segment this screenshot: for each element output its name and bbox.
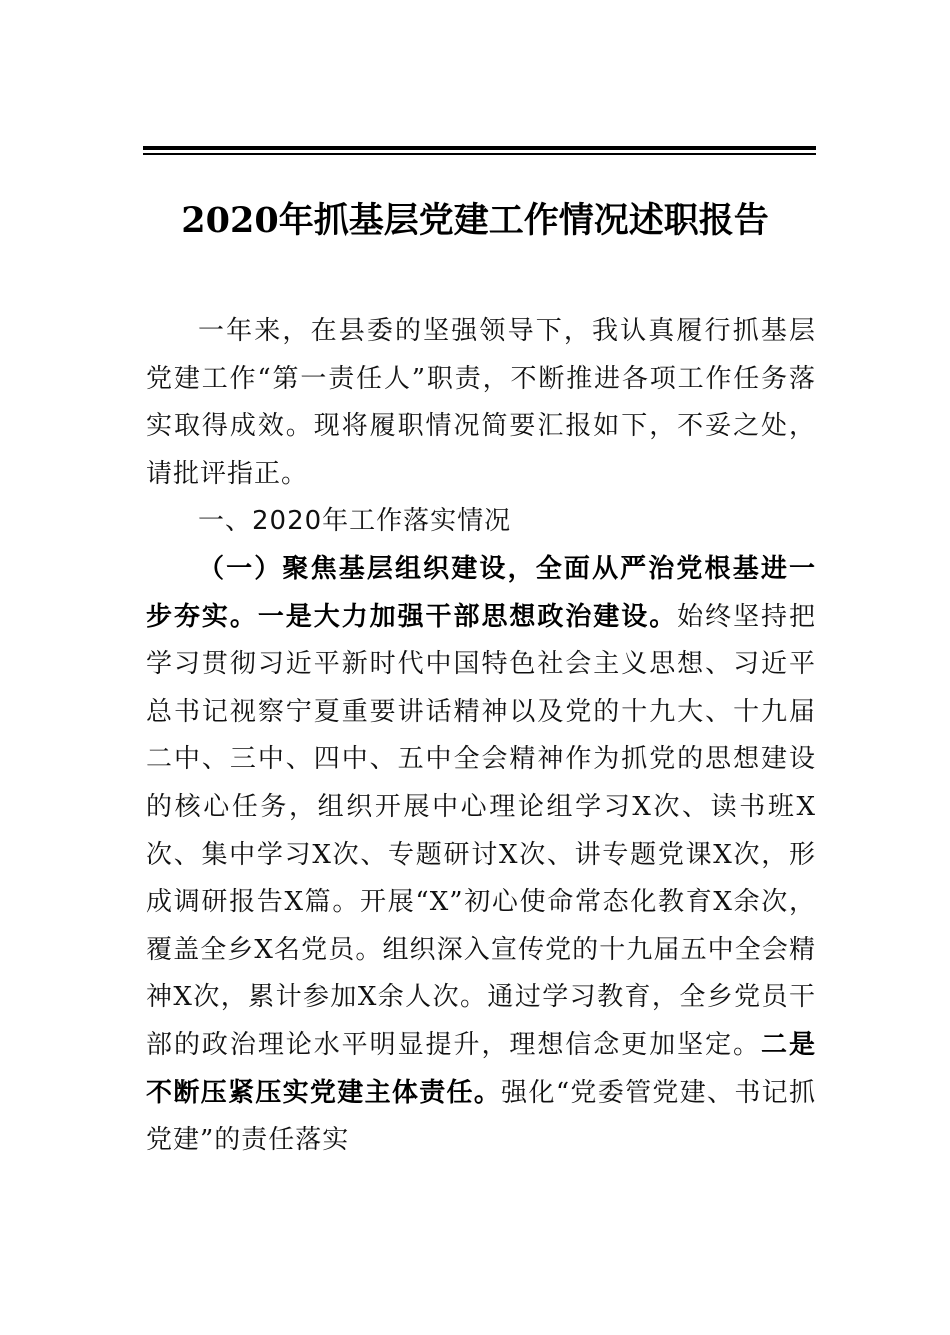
- point-two-text: 强化“党委管党建、书记抓党建”的责任落实: [146, 1077, 816, 1156]
- point-one-title: 一是大力加强干部思想政治建设。: [257, 601, 678, 632]
- header-rule-thick: [143, 146, 816, 150]
- subsection-heading: （一）聚焦基层组织建设，全面从严治党根基进一步夯实。: [146, 553, 816, 632]
- point-two-title: 二是不断压紧压实党建主体责任。: [146, 1029, 816, 1108]
- header-rule-thin: [143, 153, 816, 155]
- document-title: 2020年抓基层党建工作情况述职报告: [181, 200, 769, 241]
- subsection-paragraph: [146, 546, 816, 1165]
- section-heading: 一、2020年工作落实情况: [198, 506, 512, 537]
- point-one-text: 始终坚持把学习贯彻习近平新时代中国特色社会主义思想、习近平总书记视察宁夏重要讲话精神以及党的十九大、十九届二中、三中、四中、五中全会精神作为抓党的思想建设的核心任务，组织开展中心理论组学习X次、读书班X次、集中学习X次、专题研讨X次、讲专题党课X次，形成调研报告X篇。开展“X”初心使命常态化教育X余次，覆盖全乡X名党员。组织深入宣传党的十九届五中全会精神X次，累计参加X余人次。通过学习教育，全乡党员干部的政治理论水平明显提升，理想信念更加坚定。: [146, 601, 816, 1060]
- intro-paragraph: 一年来，在县委的坚强领导下，我认真履行抓基层党建工作“第一责任人”职责，不断推进各项工作任务落实取得成效。现将履职情况简要汇报如下，不妥之处，请批评指正。: [146, 316, 816, 489]
- document-body: [146, 308, 816, 1165]
